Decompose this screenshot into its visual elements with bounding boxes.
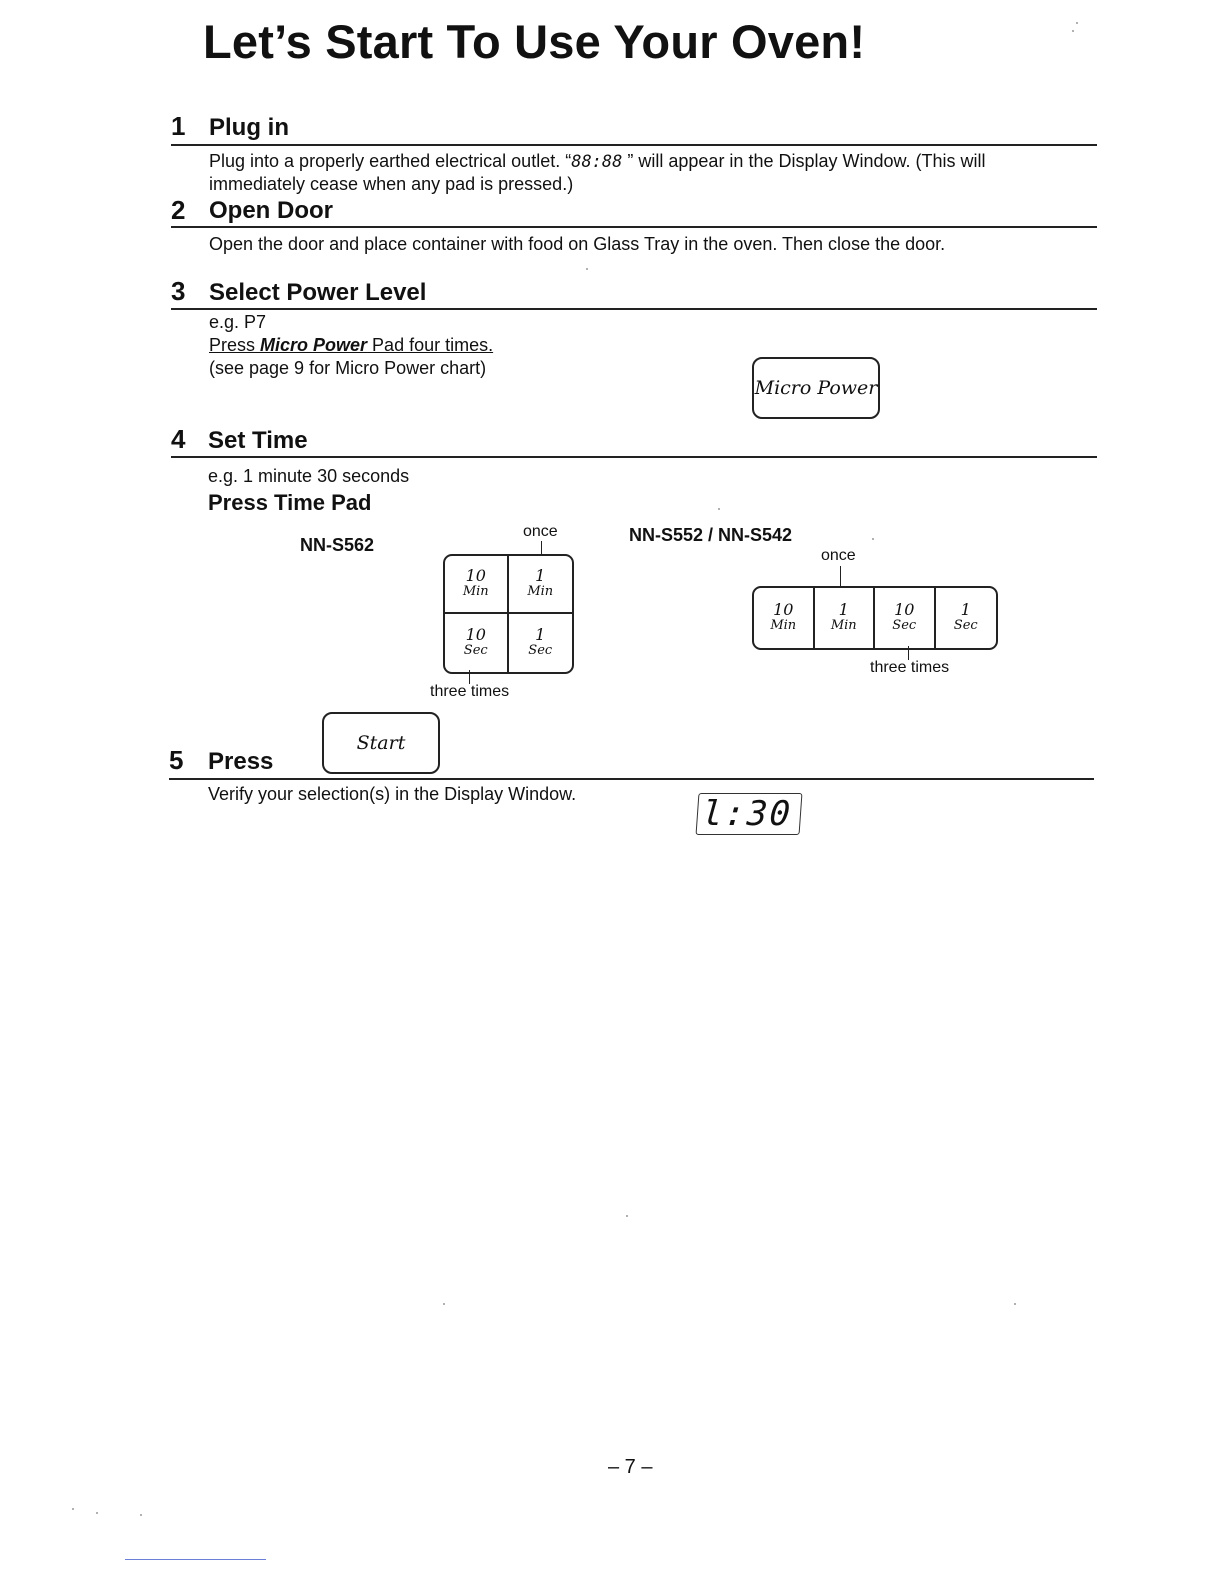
- pad-unit: Sec: [953, 618, 978, 633]
- step-3-instruction: [209, 334, 493, 357]
- step-5-heading: Press: [208, 748, 274, 775]
- step-4-example: e.g. 1 minute 30 seconds: [208, 466, 410, 486]
- pad-value: 1: [838, 600, 849, 619]
- pad-1-sec[interactable]: [509, 614, 573, 672]
- step-4-subheading: Press Time Pad: [208, 490, 372, 515]
- pad-unit: Sec: [892, 618, 917, 633]
- pad-1-sec[interactable]: [936, 588, 997, 648]
- step-2-number: 2: [171, 195, 186, 225]
- scan-speck: [626, 1215, 628, 1217]
- pad-value: 10: [465, 625, 486, 644]
- step-3-press-suffix: Pad four times.: [367, 335, 494, 355]
- pad-value: 10: [894, 600, 915, 619]
- time-pad-grid-s562: [443, 554, 574, 674]
- step-4-divider: [171, 456, 1097, 458]
- step-3-example: e.g. P7: [209, 312, 267, 332]
- step-2-text: Open the door and place container with food on Glass Tray in the oven. Then close the door.: [209, 234, 946, 254]
- step-1-heading: Plug in: [209, 114, 289, 141]
- model-name-s552-s542: NN-S552 / NN-S542: [629, 525, 793, 545]
- s562-three-times-label: three times: [430, 683, 510, 700]
- pad-1-min[interactable]: [815, 588, 876, 648]
- scan-speck: [1076, 22, 1078, 24]
- step-1-text-line1: [209, 150, 986, 174]
- step-1-text-line2: immediately cease when any pad is pressed.): [209, 174, 574, 194]
- pad-unit: Min: [830, 618, 857, 633]
- scan-speck: [586, 268, 588, 270]
- step-5-divider: [169, 778, 1094, 780]
- scan-speck: [96, 1512, 98, 1514]
- scan-speck: [872, 538, 874, 540]
- step-5-text: Verify your selection(s) in the Display Window.: [208, 784, 577, 804]
- pad-unit: Min: [462, 584, 489, 599]
- step-2-divider: [171, 226, 1097, 228]
- pad-unit: Sec: [463, 643, 488, 658]
- scan-speck: [718, 508, 720, 510]
- pad-10-sec[interactable]: [875, 588, 936, 648]
- step-3-pad-name: Micro Power: [260, 335, 368, 355]
- scan-speck: [72, 1508, 74, 1510]
- pad-unit: Sec: [528, 643, 553, 658]
- scan-speck: [443, 1303, 445, 1305]
- s552-three-times-pointer: [908, 646, 909, 660]
- step-2-heading: Open Door: [209, 197, 333, 224]
- step-1-number: 1: [171, 111, 186, 141]
- start-button[interactable]: Start: [322, 712, 440, 774]
- pad-value: 1: [535, 625, 546, 644]
- s552-once-label: once: [821, 547, 856, 564]
- step-3-heading: Select Power Level: [209, 279, 427, 306]
- step-3-note: (see page 9 for Micro Power chart): [209, 358, 487, 378]
- pad-value: 1: [535, 566, 546, 585]
- pad-value: 1: [960, 600, 971, 619]
- step-3-number: 3: [171, 276, 186, 306]
- pad-unit: Min: [770, 618, 797, 633]
- pad-value: 10: [773, 600, 794, 619]
- pad-10-sec[interactable]: [445, 614, 509, 672]
- page-title: Let’s Start To Use Your Oven!: [203, 15, 866, 68]
- page-number: – 7 –: [608, 1456, 653, 1478]
- step-1-text-a: Plug into a properly earthed electrical outlet. “: [209, 151, 572, 171]
- model-name-s562: NN-S562: [300, 535, 375, 555]
- pad-10-min[interactable]: [754, 588, 815, 648]
- pad-10-min[interactable]: [445, 556, 509, 614]
- step-1-divider: [171, 144, 1097, 146]
- s552-once-pointer: [840, 566, 841, 587]
- s562-once-pointer: [541, 541, 542, 555]
- micro-power-button[interactable]: Micro Power: [752, 357, 880, 419]
- s562-once-label: once: [523, 523, 558, 540]
- pad-unit: Min: [527, 584, 554, 599]
- scan-mark-line: [125, 1559, 266, 1560]
- s552-three-times-label: three times: [870, 659, 950, 676]
- pad-value: 10: [465, 566, 486, 585]
- display-code-inline: 88:88: [571, 152, 623, 172]
- s562-three-times-pointer: [469, 670, 470, 684]
- time-pad-row-s552: [752, 586, 998, 650]
- step-5-number: 5: [169, 745, 184, 775]
- step-3-divider: [171, 308, 1097, 310]
- scan-speck: [1014, 1303, 1016, 1305]
- step-3-press-prefix: Press: [209, 335, 261, 355]
- step-1-text-b: ” will appear in the Display Window. (This will: [622, 151, 986, 171]
- step-4-heading: Set Time: [208, 427, 308, 454]
- display-window: l:30: [696, 793, 803, 835]
- step-4-number: 4: [171, 424, 186, 454]
- scan-speck: [1072, 30, 1074, 32]
- pad-1-min[interactable]: [509, 556, 573, 614]
- scan-speck: [140, 1514, 142, 1516]
